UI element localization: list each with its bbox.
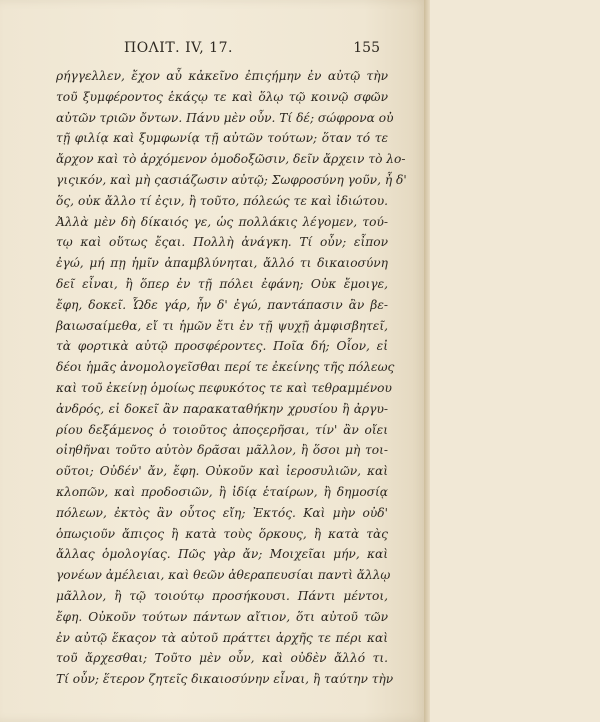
text-line: τῳ καὶ οὕτως ἔςαι. Πολλὴ ἀνάγκη. Τί οὖν; εἶπον [56,235,388,250]
text-line: ὅς, οὐκ ἄλλο τί ἐςιν, ἢ τοῦτο, πόλεώς τε καὶ ἰδιώτου. [56,193,388,208]
text-line: αὐτῶν τριῶν ὄντων. Πάνυ μὲν οὖν. Τί δέ; σώφρονα οὐ [56,110,394,125]
page-number: 155 [353,40,380,56]
text-line: τοῦ ἄρχεσθαι; Τοῦτο μὲν οὖν, καὶ οὐδὲν ἄλλό τι. [56,651,388,666]
text-line: μᾶλλον, ἢ τῷ τοιούτῳ προσήκουσι. Πάντι μέντοι, [56,588,388,603]
text-line: γονέων ἀμέλειαι, καὶ θεῶν ἀθεραπευσίαι παντὶ ἄλλῳ [56,568,391,583]
text-line: Ἀλλὰ μὲν δὴ δίκαιός γε, ὡς πολλάκις λέγομεν, τού- [56,214,388,229]
text-line: τῇ φιλίᾳ καὶ ξυμφωνίᾳ τῇ αὐτῶν τούτων; ὅταν τό τε [56,131,388,146]
text-line: τὰ φορτικὰ αὐτῷ προσφέροντες. Ποῖα δή; Οἷον, εἰ [56,339,388,354]
text-line: ρίου δεξάμενος ὁ τοιοῦτος ἀποςερῆσαι, τίν' ἂν οἴει [56,422,388,437]
text-line: ἄλλας ὁμολογίας. Πῶς γὰρ ἄν; Μοιχεῖαι μήν, καὶ [56,547,388,562]
text-line: πόλεων, ἐκτὸς ἂν οὗτος εἴη; Ἐκτός. Καὶ μὴν οὐδ' [56,505,388,520]
text-line: ἐγώ, μή πῃ ἡμῖν ἀπαμβλύνηται, ἄλλό τι δικαιοσύνη [56,256,388,271]
text-line: κλοπῶν, καὶ προδοσιῶν, ἢ ἰδίᾳ ἑταίρων, ἢ δημοσίᾳ [56,484,388,499]
text-line: ἀνδρός, εἰ δοκεῖ ἂν παρακαταθήκην χρυσίου ἢ ἀργυ- [56,401,388,416]
text-line: ἔφη, δοκεῖ. Ὧδε γάρ, ἦν δ' ἐγώ, παντάπασιν ἂν βε- [56,297,388,312]
text-line: ρήγγελλεν, ἔχον αὖ κἀκεῖνο ἐπιςήμην ἐν αὐτῷ τὴν [56,69,388,83]
running-header [124,40,380,62]
text-line: δεῖ εἶναι, ἢ ὅπερ ἐν τῇ πόλει ἐφάνη; Οὐκ ἔμοιγε, [56,276,388,291]
text-line: ἔφη. Οὐκοῦν τούτων πάντων αἴτιον, ὅτι αὐτοῦ τῶν [56,609,388,624]
text-line: οῦτοι; Οὐδέν' ἄν, ἔφη. Οὐκοῦν καὶ ἱεροσυλιῶν, καὶ [56,464,388,479]
right-page-blank [430,0,600,722]
text-line: καὶ τοῦ ἐκείνῃ ὁμοίως πεφυκότος τε καὶ τεθραμμένου [56,380,392,395]
text-line: Τί οὖν; ἕτερον ζητεῖς δικαιοσύνην εἶναι, ἢ ταύτην τὴν [56,672,394,687]
text-line: δέοι ἡμᾶς ἀνομολογεῖσθαι περί τε ἐκείνης τῆς πόλεως [56,360,395,375]
text-line: οἰηθῆναι τοῦτο αὐτὸν δρᾶσαι μᾶλλον, ἢ ὅσοι μὴ τοι- [56,443,388,458]
text-line: γιςικόν, καὶ μὴ ςασιάζωσιν αὐτῷ; Σωφροσύνη γοῦν, ἦ δ' [56,172,407,187]
text-line: ὁπωςιοῦν ἄπιςος ἢ κατὰ τοὺς ὅρκους, ἢ κατὰ τὰς [56,526,388,541]
text-line: βαιωσαίμεθα, εἴ τι ἡμῶν ἔτι ἐν τῇ ψυχῇ ἀμφισβητεῖ, [56,318,388,333]
text-line: ἄρχον καὶ τὸ ἀρχόμενον ὁμοδοξῶσιν, δεῖν ἄρχειν τὸ λο- [56,152,406,167]
running-title: ΠΟΛΙΤ. IV, 17. [124,40,233,56]
text-line: ἐν αὐτῷ ἕκαςον τὰ αὑτοῦ πράττει ἀρχῆς τε πέρι καὶ [56,630,388,645]
body-text [56,66,407,690]
text-line: τοῦ ξυμφέροντος ἑκάςῳ τε καὶ ὅλῳ τῷ κοινῷ σφῶν [56,89,388,104]
